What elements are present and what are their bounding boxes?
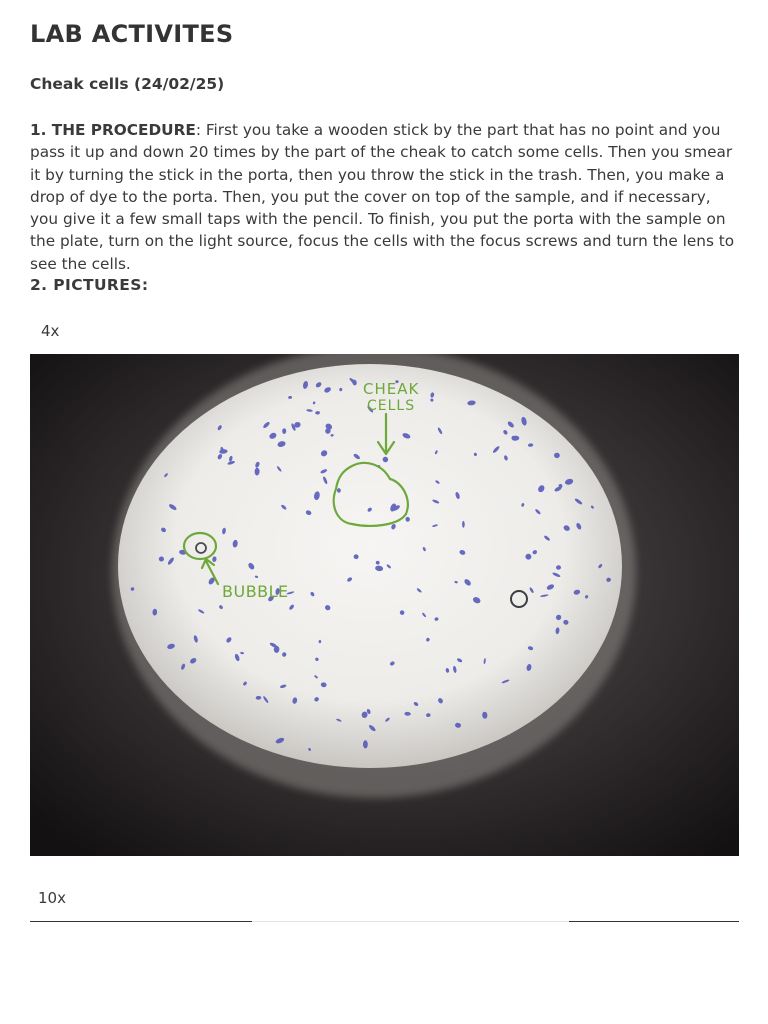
procedure-text: : First you take a wooden stick by the part that has no point and you pass it up and down 20 times by the part of the cheak to catch some cells. Then you smear it by turning the stick in the porta, then you throw the stick in the trash. Then, you make a drop of dye to the porta. Then, you put the cover on top of the sample, and if necessary, you give it a few small taps with the pencil. To finish, you put the porta with the sample on the plate, turn on the light source, focus the cells with the focus screws and turn the lens to see the cells.: [30, 121, 735, 273]
bubble-annotation: BUBBLE: [222, 582, 289, 601]
microscope-photo-4x: [30, 354, 739, 856]
magnification-label-10x: 10x: [38, 889, 66, 907]
activity-subtitle: Cheak cells (24/02/25): [30, 75, 225, 93]
procedure-heading: 1. THE PROCEDURE: [30, 121, 196, 139]
magnification-label-4x: 4x: [41, 322, 60, 340]
divider-middle: [252, 921, 569, 922]
microscope-view: [30, 354, 739, 856]
cheek-cells-annotation-line2: CELLS: [367, 398, 416, 414]
cheek-cells-annotation: CHEAK: [363, 380, 420, 398]
page-title: LAB ACTIVITES: [30, 20, 234, 48]
divider-right: [569, 921, 739, 922]
cell-speck: [363, 740, 368, 748]
procedure-paragraph: [30, 119, 742, 275]
light-field: [118, 364, 622, 768]
cell-speck: [462, 521, 465, 528]
divider-left: [30, 921, 252, 922]
cell-speck: [282, 428, 286, 434]
pictures-heading: 2. PICTURES:: [30, 276, 149, 294]
